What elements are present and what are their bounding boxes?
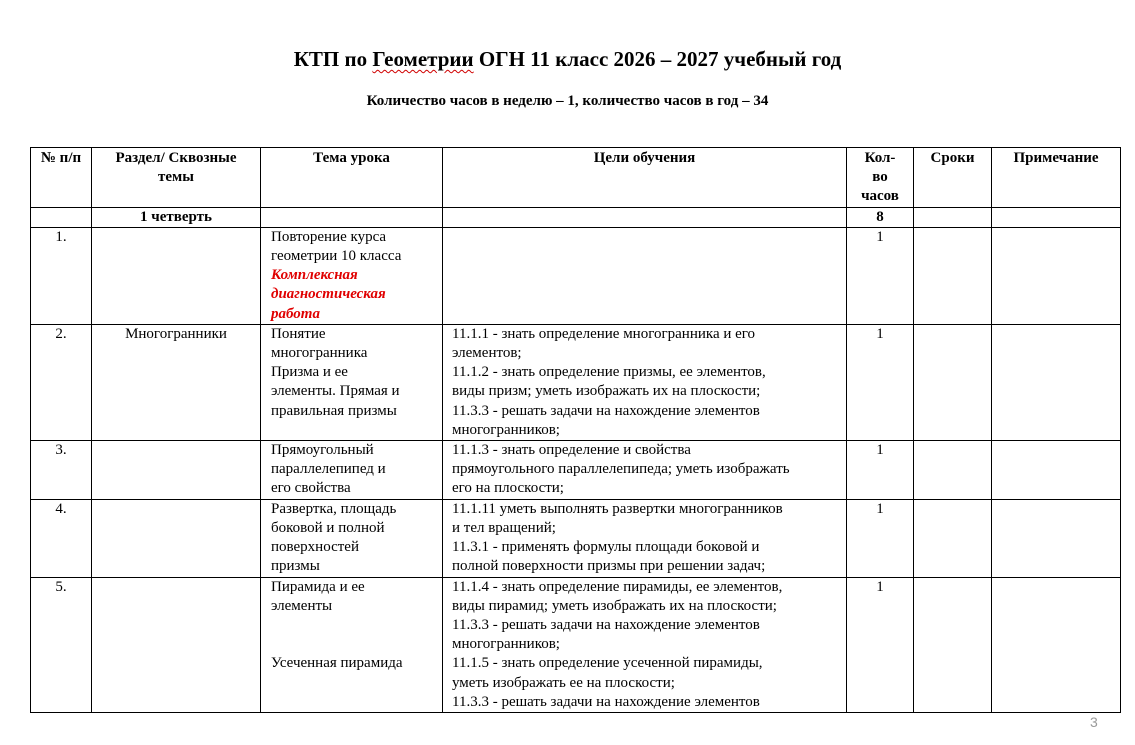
table-header-row [31, 148, 1121, 208]
goal-line: 11.1.3 - знать определение и свойства [452, 442, 691, 459]
title-spellcheck-word[interactable]: Геометрии [372, 47, 474, 71]
row-num: 4. [31, 499, 92, 577]
row-num: 1. [31, 227, 92, 324]
row-note [992, 324, 1121, 440]
row-note [992, 577, 1121, 712]
row-section [92, 441, 261, 500]
header-section: Раздел/ Сквозные темы [92, 148, 261, 208]
quarter-row [31, 207, 1121, 227]
row-terms [914, 577, 992, 712]
row-hours: 1 [847, 499, 914, 577]
topic-line: геометрии 10 класса [271, 248, 402, 265]
goal-line: полной поверхности призмы при решении задач; [452, 558, 766, 575]
topic-line: элементы [271, 597, 333, 614]
quarter-label: 1 четверть [92, 207, 261, 227]
diagnostic-work-label: диагностическая [271, 286, 386, 303]
row-section: Многогранники [92, 324, 261, 440]
row-topic [261, 324, 443, 440]
topic-line: Пирамида и ее [271, 578, 365, 595]
topic-spacer [271, 616, 438, 654]
header-num: № п/п [31, 148, 92, 208]
topic-line: правильная призмы [271, 402, 397, 419]
table-row [31, 499, 1121, 577]
row-goals [443, 227, 847, 324]
goal-line: уметь изображать ее на плоскости; [452, 674, 675, 691]
row-section [92, 499, 261, 577]
goal-line: 11.1.11 уметь выполнять развертки многогранников [452, 500, 783, 517]
header-goals: Цели обучения [443, 148, 847, 208]
header-note: Примечание [992, 148, 1121, 208]
topic-line: Усеченная пирамида [271, 655, 403, 672]
row-goals [443, 499, 847, 577]
row-topic [261, 227, 443, 324]
goal-line: 11.1.5 - знать определение усеченной пирамиды, [452, 655, 763, 672]
goal-line: 11.3.3 - решать задачи на нахождение элементов [452, 693, 760, 710]
header-topic: Тема урока [261, 148, 443, 208]
topic-line: боковой и полной [271, 519, 385, 536]
row-num: 5. [31, 577, 92, 712]
curriculum-table [30, 147, 1121, 713]
quarter-note-cell [992, 207, 1121, 227]
page-number: 3 [1090, 714, 1098, 730]
topic-line: его свойства [271, 480, 351, 497]
goal-line: многогранников; [452, 636, 560, 653]
row-terms [914, 227, 992, 324]
goal-line: виды призм; уметь изображать их на плоскости; [452, 383, 761, 400]
row-note [992, 227, 1121, 324]
topic-line: Прямоугольный [271, 442, 374, 459]
goal-line: 11.1.2 - знать определение призмы, ее элементов, [452, 364, 766, 381]
row-note [992, 499, 1121, 577]
row-terms [914, 441, 992, 500]
document-title [0, 46, 1135, 72]
row-goals [443, 324, 847, 440]
topic-line: призмы [271, 558, 320, 575]
row-terms [914, 324, 992, 440]
goal-line: прямоугольного параллелепипеда; уметь изображать [452, 461, 790, 478]
topic-line: Повторение курса [271, 228, 387, 245]
goal-line: 11.1.1 - знать определение многогранника и его [452, 325, 756, 342]
row-goals [443, 577, 847, 712]
row-hours: 1 [847, 577, 914, 712]
topic-line: Понятие [271, 325, 326, 342]
row-hours: 1 [847, 441, 914, 500]
row-terms [914, 499, 992, 577]
row-section [92, 577, 261, 712]
topic-line: многогранника [271, 345, 368, 362]
row-num: 2. [31, 324, 92, 440]
row-hours: 1 [847, 324, 914, 440]
table-row [31, 577, 1121, 712]
row-note [992, 441, 1121, 500]
quarter-terms-cell [914, 207, 992, 227]
goal-line: 11.3.1 - применять формулы площади боковой и [452, 539, 760, 556]
quarter-topic-cell [261, 207, 443, 227]
row-goals [443, 441, 847, 500]
goal-line: и тел вращений; [452, 519, 556, 536]
goal-line: 11.3.3 - решать задачи на нахождение элементов [452, 617, 760, 634]
row-section [92, 227, 261, 324]
row-num: 3. [31, 441, 92, 500]
row-topic [261, 577, 443, 712]
goal-line: 11.3.3 - решать задачи на нахождение элементов [452, 402, 760, 419]
document-subtitle: Количество часов в неделю – 1, количество часов в год – 34 [366, 93, 769, 109]
topic-line: Призма и ее [271, 364, 348, 381]
row-hours: 1 [847, 227, 914, 324]
title-part-2: ОГН 11 класс 2026 – 2027 учебный год [473, 47, 842, 71]
diagnostic-work-label: Комплексная [271, 267, 358, 284]
quarter-hours: 8 [847, 207, 914, 227]
topic-line: элементы. Прямая и [271, 383, 400, 400]
goal-line: виды пирамид; уметь изображать их на плоскости; [452, 597, 777, 614]
goal-line: элементов; [452, 345, 522, 362]
row-topic [261, 499, 443, 577]
table-row [31, 441, 1121, 500]
quarter-num-cell [31, 207, 92, 227]
topic-line: поверхностей [271, 539, 359, 556]
diagnostic-work-label: работа [271, 305, 320, 322]
header-terms: Сроки [914, 148, 992, 208]
quarter-goals-cell [443, 207, 847, 227]
goal-line: его на плоскости; [452, 480, 564, 497]
goal-line: 11.1.4 - знать определение пирамиды, ее элементов, [452, 578, 783, 595]
header-hours: Кол-во часов [847, 148, 914, 208]
topic-line: Развертка, площадь [271, 500, 397, 517]
title-part-1: КТП по [293, 47, 373, 71]
topic-line: параллелепипед и [271, 461, 386, 478]
table-row [31, 324, 1121, 440]
goal-line: многогранников; [452, 421, 560, 438]
table-row [31, 227, 1121, 324]
row-topic [261, 441, 443, 500]
